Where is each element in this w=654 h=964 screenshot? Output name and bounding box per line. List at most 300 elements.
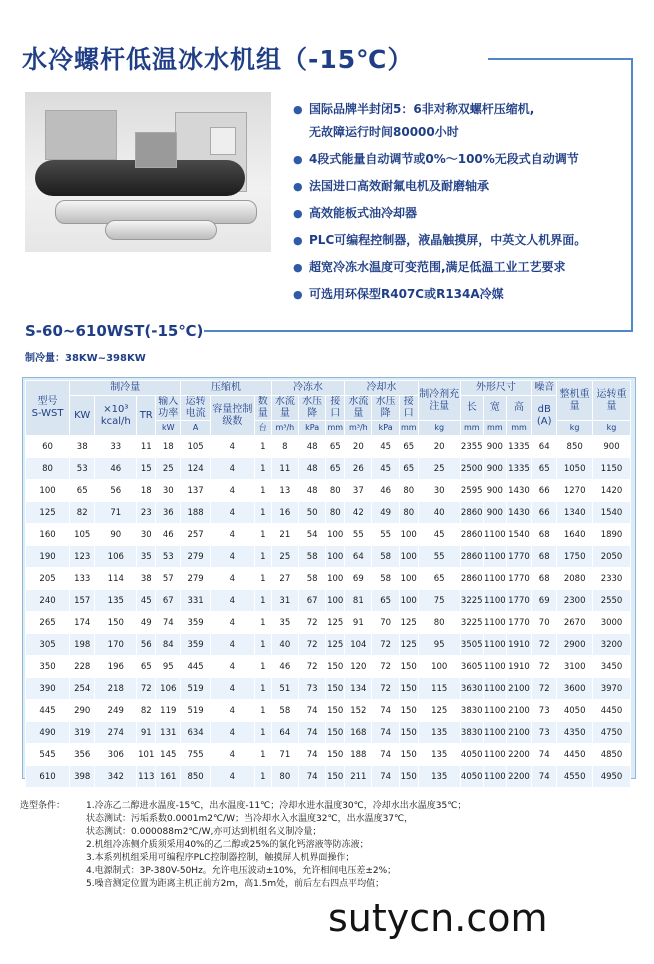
table-cell: 30 bbox=[156, 480, 181, 502]
table-cell: 33 bbox=[95, 436, 137, 458]
table-cell: 91 bbox=[345, 612, 372, 634]
feature-item: ● 国际品牌半封闭5：6非对称双螺杆压缩机, bbox=[293, 96, 633, 123]
table-cell: 45 bbox=[372, 436, 399, 458]
feature-item: 无故障运行时间80000小时 bbox=[309, 125, 459, 139]
table-cell: 1100 bbox=[483, 766, 506, 788]
table-cell: 64 bbox=[271, 722, 298, 744]
table-cell: 80 bbox=[26, 458, 70, 480]
header-kw: KW bbox=[70, 396, 95, 436]
table-cell: 50 bbox=[298, 502, 325, 524]
table-cell: 18 bbox=[137, 480, 156, 502]
table-row bbox=[26, 546, 631, 568]
table-cell: 190 bbox=[26, 546, 70, 568]
table-cell: 634 bbox=[181, 722, 210, 744]
table-cell: 4 bbox=[210, 568, 254, 590]
table-cell: 105 bbox=[181, 436, 210, 458]
table-cell: 46 bbox=[271, 656, 298, 678]
feature-item: ● 可选用环保型R407C或R134A冷媒 bbox=[293, 281, 633, 308]
table-cell: 4 bbox=[210, 524, 254, 546]
table-cell: 69 bbox=[345, 568, 372, 590]
note-line: 2.机组冷冻侧介质须采用40%的乙二醇或25%的氯化钙溶液等防冻液； bbox=[86, 840, 369, 850]
table-cell: 72 bbox=[298, 612, 325, 634]
table-cell: 124 bbox=[181, 458, 210, 480]
table-cell: 1100 bbox=[483, 590, 506, 612]
table-cell: 1100 bbox=[483, 546, 506, 568]
table-cell: 1910 bbox=[506, 656, 531, 678]
table-cell: 2550 bbox=[593, 590, 631, 612]
table-cell: 70 bbox=[532, 612, 557, 634]
table-cell: 45 bbox=[137, 590, 156, 612]
table-cell: 125 bbox=[26, 502, 70, 524]
header-noise: 噪音 bbox=[532, 381, 557, 396]
table-cell: 2300 bbox=[557, 590, 593, 612]
table-cell: 1 bbox=[254, 502, 271, 524]
unit-unit-weight-kg: kg bbox=[557, 421, 593, 436]
table-cell: 25 bbox=[156, 458, 181, 480]
table-cell: 2860 bbox=[460, 546, 483, 568]
table-cell: 4 bbox=[210, 722, 254, 744]
table-cell: 113 bbox=[137, 766, 156, 788]
table-cell: 1100 bbox=[483, 634, 506, 656]
table-cell: 1540 bbox=[506, 524, 531, 546]
table-cell: 11 bbox=[271, 458, 298, 480]
table-cell: 1 bbox=[254, 568, 271, 590]
note-line: 4.电源制式：3P-380V-50Hz。允许电压波动±10%，允许相间电压差±2%； bbox=[86, 866, 397, 876]
unit-a: A bbox=[181, 421, 210, 436]
table-cell: 46 bbox=[372, 480, 399, 502]
table-cell: 490 bbox=[26, 722, 70, 744]
table-cell: 95 bbox=[418, 634, 460, 656]
table-cell: 150 bbox=[399, 722, 418, 744]
table-cell: 68 bbox=[532, 546, 557, 568]
note-line: 状态测试：0.000088m2℃/W,亦可达到机组名义制冷量； bbox=[86, 827, 322, 837]
table-cell: 1100 bbox=[483, 722, 506, 744]
header-cooling-capacity: 制冷量 bbox=[70, 381, 181, 396]
table-cell: 900 bbox=[483, 480, 506, 502]
table-cell: 42 bbox=[345, 502, 372, 524]
table-cell: 74 bbox=[298, 700, 325, 722]
header-capacity-steps: 容量控制级数 bbox=[210, 396, 254, 436]
table-row bbox=[26, 568, 631, 590]
table-cell: 60 bbox=[26, 436, 70, 458]
table-cell: 257 bbox=[181, 524, 210, 546]
table-cell: 1 bbox=[254, 590, 271, 612]
table-cell: 331 bbox=[181, 590, 210, 612]
table-cell: 115 bbox=[418, 678, 460, 700]
table-cell: 150 bbox=[399, 700, 418, 722]
header-compressor: 压缩机 bbox=[181, 381, 271, 396]
table-row bbox=[26, 700, 631, 722]
header-operating-weight: 运转重量 bbox=[593, 381, 631, 421]
table-cell: 359 bbox=[181, 612, 210, 634]
table-cell: 58 bbox=[271, 700, 298, 722]
unit-tai: 台 bbox=[254, 421, 271, 436]
table-row bbox=[26, 722, 631, 744]
table-cell: 35 bbox=[271, 612, 298, 634]
table-cell: 900 bbox=[483, 502, 506, 524]
table-cell: 2200 bbox=[506, 766, 531, 788]
table-cell: 900 bbox=[483, 436, 506, 458]
table-row bbox=[26, 634, 631, 656]
unit-cooling-kpa: kPa bbox=[372, 421, 399, 436]
table-cell: 74 bbox=[372, 700, 399, 722]
table-cell: 125 bbox=[418, 700, 460, 722]
table-cell: 125 bbox=[326, 612, 345, 634]
table-cell: 135 bbox=[418, 744, 460, 766]
table-cell: 150 bbox=[95, 612, 137, 634]
table-cell: 4 bbox=[210, 502, 254, 524]
table-row bbox=[26, 744, 631, 766]
table-cell: 228 bbox=[70, 656, 95, 678]
table-cell: 125 bbox=[399, 634, 418, 656]
table-cell: 2100 bbox=[506, 722, 531, 744]
table-cell: 755 bbox=[181, 744, 210, 766]
table-cell: 48 bbox=[298, 458, 325, 480]
table-cell: 4 bbox=[210, 590, 254, 612]
table-cell: 1890 bbox=[593, 524, 631, 546]
header-model: 型号 S-WST bbox=[26, 381, 70, 436]
table-cell: 900 bbox=[483, 458, 506, 480]
header-height: 高 bbox=[506, 396, 531, 421]
table-cell: 1100 bbox=[483, 612, 506, 634]
table-cell: 2100 bbox=[506, 700, 531, 722]
table-cell: 3225 bbox=[460, 612, 483, 634]
table-cell: 80 bbox=[326, 480, 345, 502]
table-cell: 100 bbox=[326, 546, 345, 568]
table-cell: 2595 bbox=[460, 480, 483, 502]
table-cell: 359 bbox=[181, 634, 210, 656]
table-cell: 398 bbox=[70, 766, 95, 788]
table-cell: 137 bbox=[181, 480, 210, 502]
table-cell: 2330 bbox=[593, 568, 631, 590]
unit-operating-weight-kg: kg bbox=[593, 421, 631, 436]
table-cell: 100 bbox=[399, 546, 418, 568]
table-cell: 26 bbox=[345, 458, 372, 480]
table-cell: 2080 bbox=[557, 568, 593, 590]
table-cell: 67 bbox=[156, 590, 181, 612]
feature-item: ● 高效能板式油冷却器 bbox=[293, 200, 633, 227]
table-cell: 64 bbox=[532, 436, 557, 458]
table-cell: 31 bbox=[271, 590, 298, 612]
table-cell: 150 bbox=[326, 766, 345, 788]
spec-table bbox=[25, 380, 631, 788]
header-dimensions: 外形尺寸 bbox=[460, 381, 531, 396]
table-cell: 20 bbox=[418, 436, 460, 458]
watermark-text: sutycn.com bbox=[328, 896, 548, 940]
table-cell: 1750 bbox=[557, 546, 593, 568]
table-cell: 53 bbox=[70, 458, 95, 480]
table-cell: 74 bbox=[372, 722, 399, 744]
table-cell: 150 bbox=[399, 744, 418, 766]
bullet-icon: ● bbox=[293, 180, 303, 193]
table-cell: 65 bbox=[326, 436, 345, 458]
table-cell: 545 bbox=[26, 744, 70, 766]
table-cell: 519 bbox=[181, 678, 210, 700]
table-cell: 95 bbox=[156, 656, 181, 678]
unit-length-mm: mm bbox=[460, 421, 483, 436]
table-cell: 1 bbox=[254, 546, 271, 568]
table-cell: 1100 bbox=[483, 656, 506, 678]
table-cell: 27 bbox=[271, 568, 298, 590]
table-cell: 1340 bbox=[557, 502, 593, 524]
table-cell: 48 bbox=[298, 480, 325, 502]
model-range: S-60~610WST(-15℃) bbox=[25, 322, 204, 340]
table-cell: 72 bbox=[532, 656, 557, 678]
table-cell: 150 bbox=[399, 656, 418, 678]
table-cell: 1 bbox=[254, 656, 271, 678]
table-cell: 123 bbox=[70, 546, 95, 568]
table-cell: 38 bbox=[70, 436, 95, 458]
table-cell: 1270 bbox=[557, 480, 593, 502]
bullet-icon: ● bbox=[293, 261, 303, 274]
table-cell: 274 bbox=[95, 722, 137, 744]
table-row bbox=[26, 612, 631, 634]
table-cell: 11 bbox=[137, 436, 156, 458]
header-input-power: 输入功率 bbox=[156, 396, 181, 421]
table-cell: 68 bbox=[532, 568, 557, 590]
table-cell: 211 bbox=[345, 766, 372, 788]
table-cell: 72 bbox=[532, 634, 557, 656]
table-cell: 2355 bbox=[460, 436, 483, 458]
table-cell: 1100 bbox=[483, 744, 506, 766]
table-cell: 188 bbox=[181, 502, 210, 524]
table-cell: 125 bbox=[326, 634, 345, 656]
table-cell: 205 bbox=[26, 568, 70, 590]
table-cell: 74 bbox=[298, 722, 325, 744]
table-cell: 1 bbox=[254, 524, 271, 546]
header-chilled-connection: 接口 bbox=[326, 396, 345, 421]
table-cell: 4050 bbox=[557, 700, 593, 722]
note-line: 3.本系列机组采用可编程序PLC控制器控制，触摸屏人机界面操作； bbox=[86, 853, 355, 863]
header-refrigerant-charge: 制冷剂充注量 bbox=[418, 381, 460, 421]
table-cell: 2900 bbox=[557, 634, 593, 656]
table-cell: 174 bbox=[70, 612, 95, 634]
table-cell: 82 bbox=[137, 700, 156, 722]
table-cell: 72 bbox=[372, 678, 399, 700]
table-cell: 68 bbox=[532, 524, 557, 546]
table-cell: 36 bbox=[156, 502, 181, 524]
bullet-icon: ● bbox=[293, 234, 303, 247]
table-cell: 46 bbox=[156, 524, 181, 546]
table-cell: 100 bbox=[326, 568, 345, 590]
table-cell: 198 bbox=[70, 634, 95, 656]
table-cell: 65 bbox=[532, 458, 557, 480]
table-cell: 67 bbox=[298, 590, 325, 612]
table-cell: 306 bbox=[95, 744, 137, 766]
header-length: 长 bbox=[460, 396, 483, 421]
table-cell: 4 bbox=[210, 436, 254, 458]
table-cell: 4450 bbox=[557, 744, 593, 766]
spec-table-body bbox=[26, 436, 631, 788]
table-cell: 161 bbox=[156, 766, 181, 788]
table-cell: 290 bbox=[70, 700, 95, 722]
unit-chilled-flow: m³/h bbox=[271, 421, 298, 436]
table-cell: 73 bbox=[532, 722, 557, 744]
table-cell: 35 bbox=[137, 546, 156, 568]
table-cell: 106 bbox=[95, 546, 137, 568]
table-cell: 150 bbox=[399, 678, 418, 700]
header-running-current: 运转电流 bbox=[181, 396, 210, 421]
header-kcal: ×10³ kcal/h bbox=[95, 396, 137, 436]
table-row bbox=[26, 436, 631, 458]
table-cell: 305 bbox=[26, 634, 70, 656]
table-cell: 84 bbox=[156, 634, 181, 656]
table-cell: 1 bbox=[254, 700, 271, 722]
unit-width-mm: mm bbox=[483, 421, 506, 436]
table-cell: 106 bbox=[156, 678, 181, 700]
table-cell: 100 bbox=[26, 480, 70, 502]
table-cell: 150 bbox=[326, 744, 345, 766]
table-cell: 81 bbox=[345, 590, 372, 612]
table-cell: 135 bbox=[418, 722, 460, 744]
table-cell: 1 bbox=[254, 744, 271, 766]
table-cell: 8 bbox=[271, 436, 298, 458]
table-cell: 100 bbox=[326, 590, 345, 612]
table-cell: 49 bbox=[372, 502, 399, 524]
note-line: 状态测试：污垢系数0.0001m2℃/W；当冷却水入水温度32℃，出水温度37℃， bbox=[86, 814, 414, 824]
table-cell: 114 bbox=[95, 568, 137, 590]
table-cell: 40 bbox=[271, 634, 298, 656]
table-cell: 134 bbox=[345, 678, 372, 700]
header-chilled-pressure-drop: 水压降 bbox=[298, 396, 325, 421]
table-cell: 101 bbox=[137, 744, 156, 766]
table-cell: 73 bbox=[532, 700, 557, 722]
table-cell: 170 bbox=[95, 634, 137, 656]
table-cell: 2860 bbox=[460, 568, 483, 590]
table-row bbox=[26, 678, 631, 700]
table-cell: 65 bbox=[70, 480, 95, 502]
table-cell: 100 bbox=[326, 524, 345, 546]
table-cell: 72 bbox=[372, 634, 399, 656]
feature-item: ● PLC可编程控制器，液晶触摸屏，中英文人机界面。 bbox=[293, 227, 633, 254]
table-cell: 119 bbox=[156, 700, 181, 722]
table-cell: 70 bbox=[372, 612, 399, 634]
table-cell: 75 bbox=[418, 590, 460, 612]
chiller-unit-photo bbox=[25, 92, 271, 252]
table-cell: 23 bbox=[137, 502, 156, 524]
bullet-icon: ● bbox=[293, 103, 303, 116]
header-width: 宽 bbox=[483, 396, 506, 421]
table-row bbox=[26, 766, 631, 788]
table-cell: 105 bbox=[70, 524, 95, 546]
table-cell: 1540 bbox=[593, 502, 631, 524]
table-cell: 445 bbox=[26, 700, 70, 722]
table-cell: 1770 bbox=[506, 590, 531, 612]
table-cell: 3600 bbox=[557, 678, 593, 700]
table-cell: 1335 bbox=[506, 458, 531, 480]
table-cell: 74 bbox=[156, 612, 181, 634]
table-cell: 80 bbox=[418, 612, 460, 634]
table-cell: 519 bbox=[181, 700, 210, 722]
table-cell: 2050 bbox=[593, 546, 631, 568]
table-cell: 350 bbox=[26, 656, 70, 678]
table-cell: 74 bbox=[532, 744, 557, 766]
table-cell: 131 bbox=[156, 722, 181, 744]
table-cell: 16 bbox=[271, 502, 298, 524]
table-cell: 1100 bbox=[483, 524, 506, 546]
table-cell: 850 bbox=[557, 436, 593, 458]
unit-kw: kW bbox=[156, 421, 181, 436]
table-cell: 2500 bbox=[460, 458, 483, 480]
table-cell: 168 bbox=[345, 722, 372, 744]
table-cell: 4 bbox=[210, 634, 254, 656]
table-cell: 65 bbox=[418, 568, 460, 590]
table-cell: 71 bbox=[271, 744, 298, 766]
frame-line-bottom bbox=[204, 330, 633, 332]
table-cell: 53 bbox=[156, 546, 181, 568]
table-cell: 4 bbox=[210, 700, 254, 722]
spec-table-panel bbox=[22, 377, 636, 782]
table-cell: 445 bbox=[181, 656, 210, 678]
feature-item: ● 法国进口高效耐氟电机及耐磨轴承 bbox=[293, 173, 633, 200]
table-cell: 3200 bbox=[593, 634, 631, 656]
header-chilled-flow: 水流量 bbox=[271, 396, 298, 421]
table-cell: 30 bbox=[418, 480, 460, 502]
header-chilled-water: 冷冻水 bbox=[271, 381, 345, 396]
table-cell: 74 bbox=[298, 766, 325, 788]
table-cell: 74 bbox=[372, 744, 399, 766]
table-cell: 80 bbox=[399, 480, 418, 502]
table-cell: 18 bbox=[156, 436, 181, 458]
table-cell: 1335 bbox=[506, 436, 531, 458]
table-cell: 65 bbox=[137, 656, 156, 678]
table-cell: 65 bbox=[399, 458, 418, 480]
table-cell: 65 bbox=[326, 458, 345, 480]
table-cell: 66 bbox=[532, 502, 557, 524]
table-cell: 72 bbox=[532, 678, 557, 700]
table-cell: 1 bbox=[254, 678, 271, 700]
table-cell: 4950 bbox=[593, 766, 631, 788]
table-cell: 80 bbox=[326, 502, 345, 524]
table-cell: 56 bbox=[137, 634, 156, 656]
table-cell: 188 bbox=[345, 744, 372, 766]
table-cell: 58 bbox=[298, 546, 325, 568]
table-cell: 3505 bbox=[460, 634, 483, 656]
header-unit-weight: 整机重量 bbox=[557, 381, 593, 421]
table-cell: 150 bbox=[399, 766, 418, 788]
table-cell: 66 bbox=[532, 480, 557, 502]
bullet-icon: ● bbox=[293, 153, 303, 166]
table-cell: 125 bbox=[399, 612, 418, 634]
table-cell: 65 bbox=[372, 590, 399, 612]
table-cell: 48 bbox=[298, 436, 325, 458]
table-cell: 72 bbox=[298, 634, 325, 656]
table-cell: 1770 bbox=[506, 568, 531, 590]
table-row bbox=[26, 480, 631, 502]
table-cell: 100 bbox=[418, 656, 460, 678]
table-cell: 850 bbox=[181, 766, 210, 788]
page-title: 水冷螺杆低温冰水机组（-15℃） bbox=[22, 45, 414, 74]
table-cell: 1430 bbox=[506, 480, 531, 502]
table-cell: 1150 bbox=[593, 458, 631, 480]
table-cell: 49 bbox=[137, 612, 156, 634]
bullet-icon: ● bbox=[293, 207, 303, 220]
unit-refrigerant-kg: kg bbox=[418, 421, 460, 436]
table-cell: 900 bbox=[593, 436, 631, 458]
header-cooling-water: 冷却水 bbox=[345, 381, 419, 396]
table-cell: 100 bbox=[399, 568, 418, 590]
table-cell: 91 bbox=[137, 722, 156, 744]
table-cell: 254 bbox=[70, 678, 95, 700]
table-cell: 38 bbox=[137, 568, 156, 590]
table-cell: 20 bbox=[345, 436, 372, 458]
table-cell: 69 bbox=[532, 590, 557, 612]
feature-item: ● 超宽冷冻水温度可变范围,满足低温工业工艺要求 bbox=[293, 254, 633, 281]
table-cell: 1100 bbox=[483, 700, 506, 722]
table-row bbox=[26, 502, 631, 524]
table-cell: 4550 bbox=[557, 766, 593, 788]
table-cell: 150 bbox=[326, 656, 345, 678]
